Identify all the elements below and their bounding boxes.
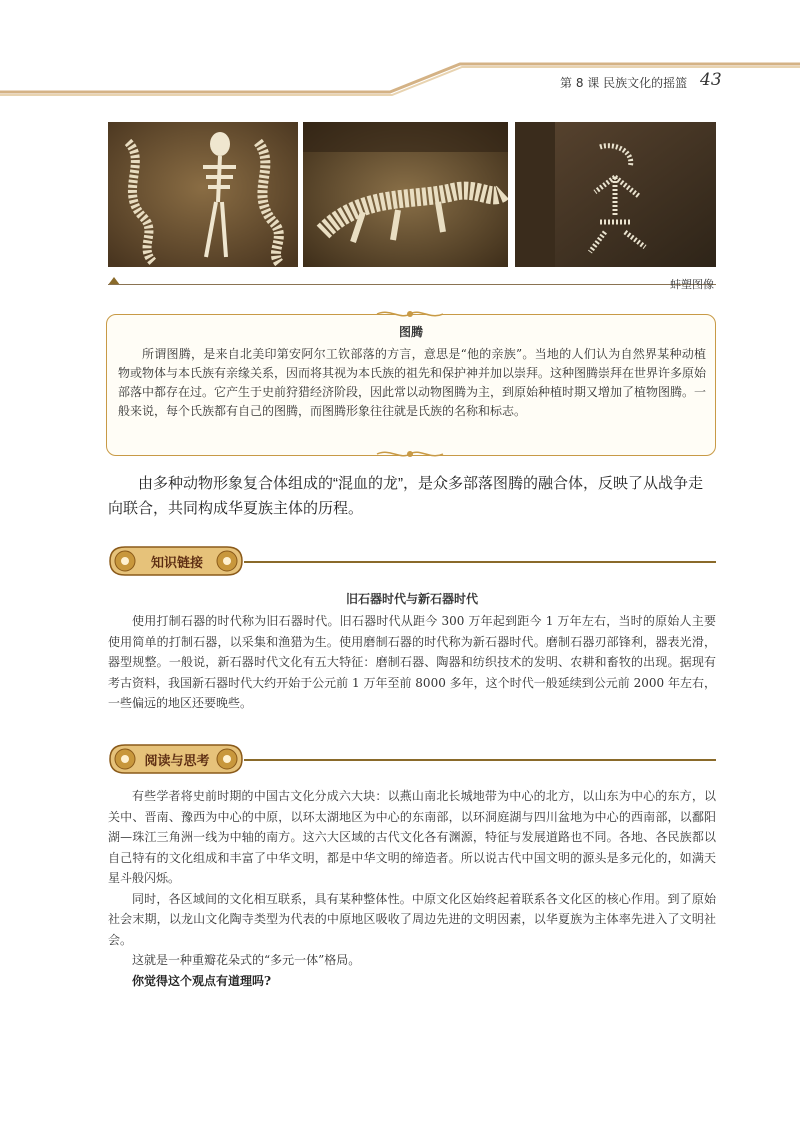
photo-caption: 蚌塑图像 xyxy=(670,278,714,291)
knowledge-link-label: 知识链接 xyxy=(150,556,203,571)
reading-paragraph: 有些学者将史前时期的中国古文化分成六大块：以燕山南北长城地带为中心的北方，以山东为中心的东方，以关中、晋南、豫西为中心的中原，以环太湖地区为中心的东南部，以环洞庭湖与四川盆地为中心的西南部，以鄱阳湖—珠江三角洲一线为中轴的南方。这六大区域的古代文化各有渊源，特征与发展道路也不同。各地、各民族都以自己特有的文化组成和丰富了中华文明，都是中华文明的缔造者。所以说古代中国文明的源头是多元化的，如满天星斗般闪烁。 xyxy=(108,789,716,885)
reading-paragraph: 这就是一种重瓣花朵式的“多元一体”格局。 xyxy=(132,953,361,967)
knowledge-link-body xyxy=(108,611,716,714)
ornament-bottom-icon xyxy=(375,448,445,460)
knowledge-link-rule xyxy=(244,561,716,563)
totem-box-body: 所谓图腾，是来自北美印第安阿尔工钦部落的方言，意思是“他的亲族”。当地的人们认为自然界某种动植物或物体与本氏族有亲缘关系，因而将其视为本氏族的祖先和保护神并加以崇拜。这种图腾崇拜在世界许多原始部落中都存在过。它产生于史前狩猎经济阶段，因此常以动物图腾为主，到原始种植时期又增加了植物图腾。一般来说，每个氏族都有自己的图腾，而图腾形象往往就是氏族的名称和标志。 xyxy=(118,347,707,418)
reading-rule xyxy=(244,759,716,761)
reading-body xyxy=(108,786,716,991)
totem-box-title: 图腾 xyxy=(398,325,423,339)
reading-question: 你觉得这个观点有道理吗? xyxy=(132,973,272,988)
reading-paragraph: 同时，各区域间的文化相互联系，具有某种整体性。中原文化区始终起着联系各文化区的核心作用。到了原始社会末期，以龙山文化陶寺类型为代表的中原地区吸收了周边先进的文明因素，以华夏族为主体率先进入了文明社会。 xyxy=(108,891,716,947)
shell-dragon-photo xyxy=(303,122,508,267)
caption-divider xyxy=(108,284,716,285)
page-number: 43 xyxy=(700,70,722,90)
main-paragraph: 由多种动物形象复合体组成的“混血的龙”，是众多部落图腾的融合体，反映了从战争走向联合，共同构成华夏族主体的历程。 xyxy=(108,475,703,517)
reading-label: 阅读与思考 xyxy=(144,754,210,769)
lesson-title: 第 8 课 民族文化的摇篮 xyxy=(560,76,688,90)
knowledge-link-title: 旧石器时代与新石器时代 xyxy=(345,592,478,606)
ornament-top-icon xyxy=(375,308,445,320)
knowledge-link-text: 使用打制石器的时代称为旧石器时代。旧石器时代从距今 300 万年起到距今 1 万年左右，当时的原始人主要使用简单的打制石器，以采集和渔猎为生。使用磨制石器的时代称为新石器时代。磨制石器刃部锋利，器表光滑，器型规整。一般说，新石器时代文化有五大特征：磨制石器、陶器和纺织技术的发明、农耕和畜牧的出现。据现有考古资料，我国新石器时代大约开始于公元前 1 万年至前 8000 多年，这个时代一般延续到公元前 2000 年左右，一些偏远的地区还要晚些。 xyxy=(108,614,716,710)
shell-figure-in-pit-photo xyxy=(515,122,716,267)
skeleton-with-shell-figures-photo xyxy=(108,122,298,267)
